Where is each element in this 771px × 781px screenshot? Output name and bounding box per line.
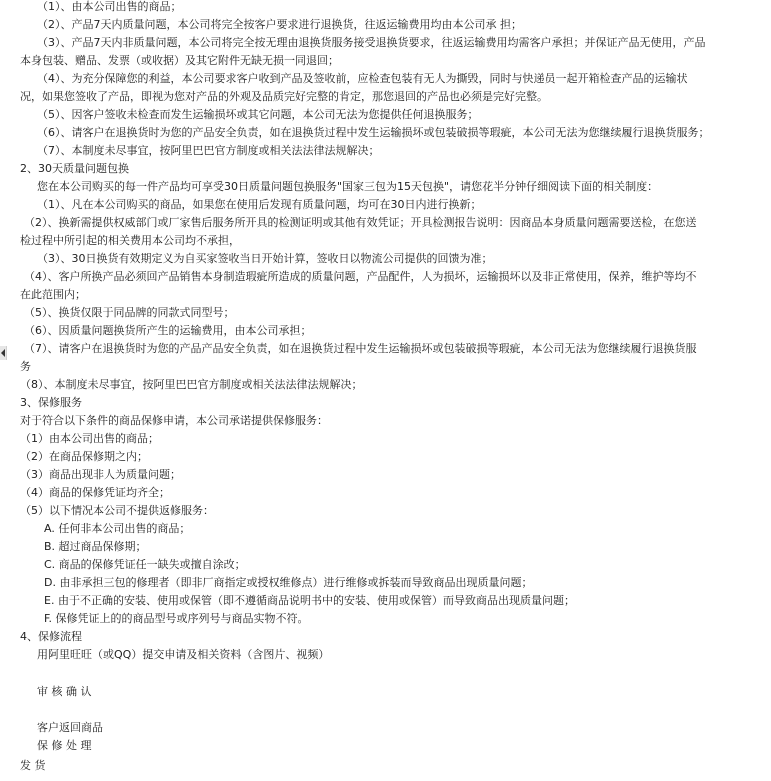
return-item-3-cont: 本身包装、赠品、发票（或收据）及其它附件无缺无损一同退回；	[20, 54, 339, 67]
exchange-item-4: （4）、客户所换产品必须回产品销售本身制造瑕疵所造成的质量问题，产品配件，人为损坏，运输损坏以及非正常使用，保养，维护等均不	[24, 270, 697, 283]
return-item-3: （3）、产品7天内非质量问题，本公司将完全按无理由退换货服务接受退换货要求，往返运输费用均需客户承担；并保证产品无使用，产品	[37, 36, 706, 49]
exchange-item-3: （3）、30日换货有效期定义为自买家签收当日开始计算，签收日以物流公司提供的回馈为准；	[37, 252, 493, 265]
process-step-return: 客户返回商品	[37, 721, 103, 734]
return-item-4: （4）、为充分保障您的利益，本公司要求客户收到产品及签收前，应检查包装有无人为撕毁，同时与快递员一起开箱检查产品的运输状	[37, 72, 688, 85]
exclusion-e: E. 由于不正确的安装、使用或保管（即不遵循商品说明书中的安装、使用或保管）而导致商品出现质量问题；	[44, 594, 575, 607]
exchange-item-6: （6）、因质量问题换货所产生的运输费用，由本公司承担；	[24, 324, 312, 337]
warranty-condition-5: （5）以下情况本公司不提供返修服务：	[20, 504, 214, 517]
return-item-7: （7）、本制度未尽事宜，按阿里巴巴官方制度或相关法法律法规解决；	[37, 144, 380, 157]
exclusion-f: F. 保修凭证上的的商品型号或序列号与商品实物不符。	[44, 612, 309, 625]
warranty-condition-1: （1）由本公司出售的商品；	[20, 432, 159, 445]
return-item-4-cont: 况，如果您签收了产品，即视为您对产品的外观及品质完好完整的肯定，那您退回的产品也必须是完好完整。	[20, 90, 548, 103]
warranty-condition-2: （2）在商品保修期之内；	[20, 450, 148, 463]
section-2-intro: 您在本公司购买的每一件产品均可享受30日质量问题包换服务"国家三包为15天包换"，请您花半分钟仔细阅读下面的相关制度：	[37, 180, 659, 193]
section-heading-3: 3、保修服务	[20, 396, 82, 409]
return-item-2: （2）、产品7天内质量问题，本公司将完全按客户要求进行退换货，往返运输费用均由本公司承 担；	[37, 18, 522, 31]
exchange-item-1: （1）、凡在本公司购买的商品，如果您在使用后发现有质量问题，均可在30日内进行换新；	[37, 198, 482, 211]
warranty-condition-3: （3）商品出现非人为质量问题；	[20, 468, 181, 481]
process-step-repair: 保 修 处 理	[37, 739, 92, 752]
exclusion-a: A. 任何非本公司出售的商品；	[44, 522, 191, 535]
section-heading-2: 2、30天质量问题包换	[20, 162, 129, 175]
exchange-item-7: （7）、请客户在退换货时为您的产品产品安全负责，如在退换货过程中发生运输损坏或包装破损等瑕疵，本公司无法为您继续履行退换货服	[24, 342, 697, 355]
exchange-item-2-cont: 检过程中所引起的相关费用本公司均不承担，	[20, 234, 240, 247]
process-step-submit: 用阿里旺旺（或QQ）提交申请及相关资料（含图片、视频）	[37, 648, 330, 661]
exchange-item-7-cont: 务	[20, 360, 31, 373]
return-item-5: （5）、因客户签收未检查而发生运输损坏或其它问题，本公司无法为您提供任何退换服务；	[37, 108, 479, 121]
section-3-intro: 对于符合以下条件的商品保修申请，本公司承诺提供保修服务：	[20, 414, 328, 427]
process-step-review: 审 核 确 认	[37, 685, 92, 698]
return-item-1: （1）、由本公司出售的商品；	[37, 0, 182, 13]
exchange-item-5: （5）、换货仅限于同品牌的同款式同型号；	[24, 306, 235, 319]
exchange-item-4-cont: 在此范围内；	[20, 288, 86, 301]
exclusion-d: D. 由非承担三包的修理者（即非厂商指定或授权维修点）进行维修或拆装而导致商品出现质量问题；	[44, 576, 533, 589]
warranty-condition-4: （4）商品的保修凭证均齐全；	[20, 486, 170, 499]
exclusion-c: C. 商品的保修凭证任一缺失或擅自涂改；	[44, 558, 246, 571]
exchange-item-8: （8）、本制度未尽事宜，按阿里巴巴官方制度或相关法法律法规解决；	[20, 378, 363, 391]
process-step-ship: 发 货	[20, 759, 46, 772]
return-item-6: （6）、请客户在退换货时为您的产品安全负责，如在退换货过程中发生运输损坏或包装破损等瑕疵，本公司无法为您继续履行退换货服务；	[37, 126, 710, 139]
exclusion-b: B. 超过商品保修期；	[44, 540, 147, 553]
scroll-left-arrow-icon[interactable]	[0, 346, 7, 360]
exchange-item-2: （2）、换新需提供权威部门或厂家售后服务所开具的检测证明或其他有效凭证；开具检测报告说明：因商品本身质量问题需要送检，在您送	[24, 216, 697, 229]
section-heading-4: 4、保修流程	[20, 630, 82, 643]
